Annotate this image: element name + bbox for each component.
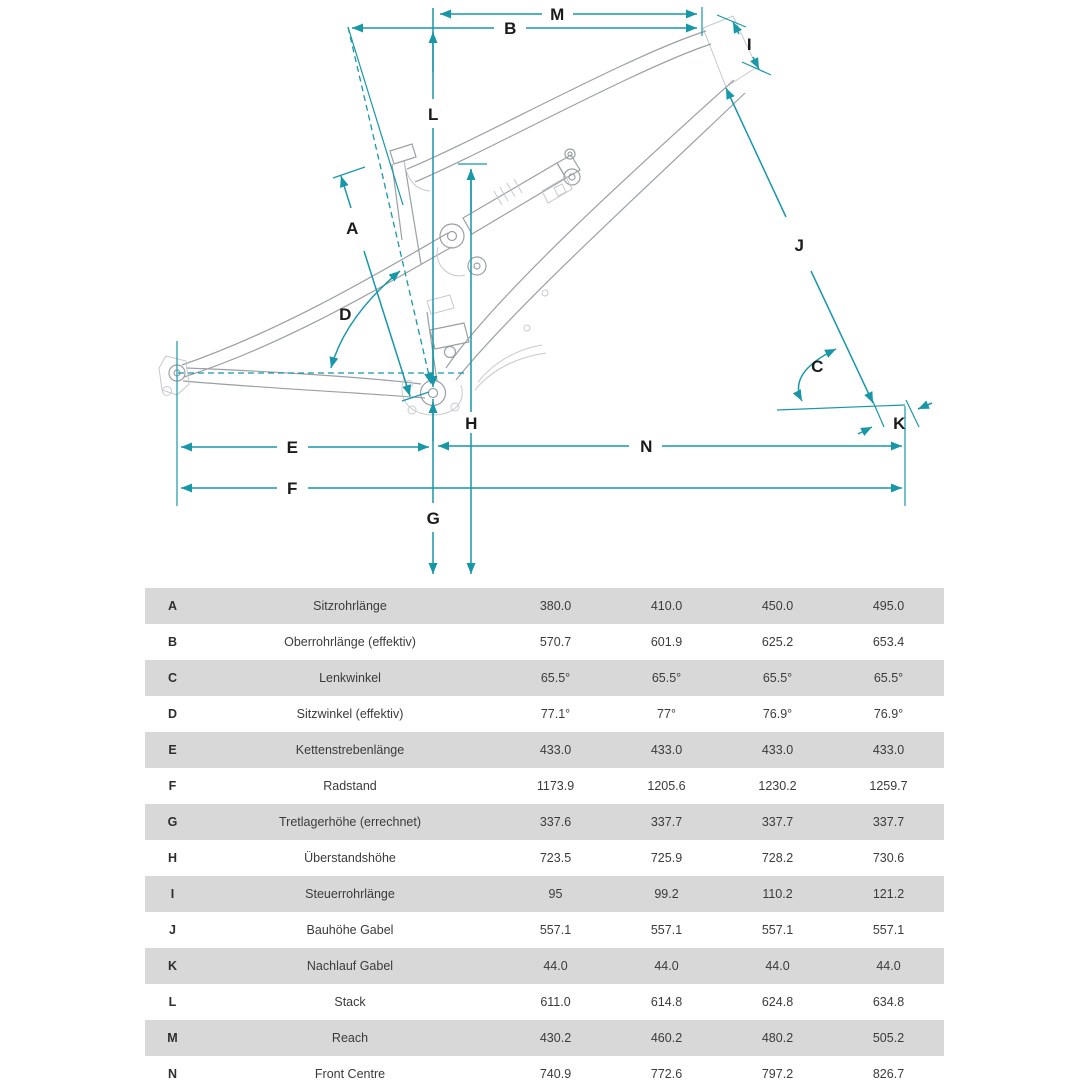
- row-value: 337.7: [761, 815, 794, 829]
- table-row: [145, 1056, 944, 1092]
- row-value: 1230.2: [758, 779, 797, 793]
- table-row: [145, 984, 944, 1020]
- row-value: 826.7: [872, 1067, 905, 1081]
- row-value: 1259.7: [869, 779, 908, 793]
- bottle-boss: [524, 325, 530, 331]
- table-row: [145, 624, 944, 660]
- row-value: 65.5°: [762, 671, 793, 685]
- row-key: E: [168, 743, 177, 757]
- table-row: [145, 768, 944, 804]
- row-value: 601.9: [650, 635, 683, 649]
- row-label: Nachlauf Gabel: [306, 959, 394, 973]
- table-row: [145, 876, 944, 912]
- geometry-table-body: [145, 588, 944, 1092]
- row-value: 65.5°: [873, 671, 904, 685]
- row-value: 723.5: [539, 851, 572, 865]
- row-label: Lenkwinkel: [319, 671, 381, 685]
- top-tube: [407, 31, 706, 169]
- link-plate: [437, 247, 465, 276]
- row-key: L: [168, 995, 177, 1009]
- row-value: 337.7: [872, 815, 905, 829]
- row-value: 337.7: [650, 815, 683, 829]
- row-key: N: [167, 1067, 178, 1081]
- row-value: 433.0: [872, 743, 905, 757]
- dim-G: [427, 399, 440, 574]
- lower-link-pivot: [445, 347, 456, 358]
- row-value: 450.0: [761, 599, 794, 613]
- row-value: 611.0: [540, 995, 571, 1009]
- bike-frame-drawing: [159, 16, 757, 415]
- table-row: [145, 804, 944, 840]
- dim-F: [181, 479, 902, 498]
- row-value: 410.0: [650, 599, 683, 613]
- dim-label-k: K: [893, 414, 905, 433]
- row-label: Überstandshöhe: [304, 851, 396, 865]
- dim-label-d: D: [339, 305, 351, 324]
- dim-D: [331, 271, 400, 368]
- row-value: 65.5°: [540, 671, 571, 685]
- bb-bolt: [408, 406, 416, 414]
- dim-label-b: B: [504, 19, 516, 38]
- row-label: Front Centre: [314, 1067, 386, 1081]
- row-value: 44.0: [765, 959, 790, 973]
- row-key: A: [167, 599, 178, 613]
- row-value: 725.9: [650, 851, 683, 865]
- row-key: B: [167, 635, 178, 649]
- dim-label-a: A: [346, 219, 358, 238]
- dim-label-m: M: [550, 5, 564, 24]
- row-value: 65.5°: [651, 671, 682, 685]
- triangle-corner-inner: [475, 353, 546, 390]
- dim-label-e: E: [286, 438, 298, 457]
- row-value: 557.1: [761, 923, 794, 937]
- dimension-lines: [177, 5, 932, 574]
- table-row: [145, 732, 944, 768]
- row-value: 44.0: [876, 959, 901, 973]
- row-value: 625.2: [761, 635, 794, 649]
- row-value: 624.8: [761, 995, 794, 1009]
- dim-K: [858, 397, 932, 434]
- table-row: [145, 588, 944, 624]
- dim-E: [181, 438, 429, 457]
- row-label: Radstand: [323, 779, 377, 793]
- row-value: 1173.9: [536, 779, 575, 793]
- top-tube-inner: [415, 44, 711, 182]
- chain-stay: [186, 368, 421, 384]
- row-value: 380.0: [539, 599, 572, 613]
- row-value: 95: [548, 887, 563, 901]
- row-value: 337.6: [539, 815, 572, 829]
- row-value: 557.1: [872, 923, 905, 937]
- row-value: 557.1: [539, 923, 572, 937]
- row-key: C: [167, 671, 178, 685]
- row-value: 430.2: [539, 1031, 572, 1045]
- row-key: H: [167, 851, 178, 865]
- seat-stay-inner: [184, 247, 452, 377]
- row-label: Oberrohrlänge (effektiv): [284, 635, 416, 649]
- table-row: [145, 660, 944, 696]
- row-label: Bauhöhe Gabel: [306, 923, 394, 937]
- dim-I: [717, 15, 771, 75]
- row-value: 110.2: [762, 887, 793, 901]
- ground-line: [777, 405, 905, 410]
- row-label: Stack: [334, 995, 366, 1009]
- row-key: F: [168, 779, 177, 793]
- row-key: D: [167, 707, 178, 721]
- row-label: Sitzwinkel (effektiv): [296, 707, 404, 721]
- dim-H: [458, 164, 487, 574]
- row-key: G: [167, 815, 178, 829]
- row-label: Steuerrohrlänge: [305, 887, 395, 901]
- row-value: 505.2: [872, 1031, 905, 1045]
- dim-N: [438, 437, 902, 456]
- row-label: Reach: [331, 1031, 369, 1045]
- table-row: [145, 912, 944, 948]
- row-value: 797.2: [761, 1067, 794, 1081]
- bottom-bracket-axle: [429, 389, 438, 398]
- row-value: 44.0: [654, 959, 679, 973]
- row-value: 495.0: [872, 599, 905, 613]
- row-key: J: [169, 923, 176, 937]
- dim-label-g: G: [426, 509, 440, 528]
- row-value: 557.1: [650, 923, 683, 937]
- row-label: Tretlagerhöhe (errechnet): [279, 815, 421, 829]
- shock-body: [463, 163, 566, 234]
- row-value: 634.8: [872, 995, 905, 1009]
- row-value: 614.8: [650, 995, 683, 1009]
- dim-J: [726, 88, 873, 403]
- dim-C: [798, 349, 836, 401]
- row-value: 728.2: [761, 851, 794, 865]
- link-pivot-axle: [474, 263, 480, 269]
- row-value: 76.9°: [762, 707, 793, 721]
- row-value: 433.0: [650, 743, 683, 757]
- dim-label-j: J: [794, 236, 804, 255]
- dim-label-c: C: [811, 357, 823, 376]
- row-value: 433.0: [761, 743, 794, 757]
- row-key: K: [167, 959, 178, 973]
- row-value: 570.7: [539, 635, 572, 649]
- dim-label-i: I: [746, 35, 752, 54]
- table-row: [145, 840, 944, 876]
- row-value: 77°: [657, 707, 676, 721]
- row-value: 433.0: [539, 743, 572, 757]
- row-value: 772.6: [650, 1067, 683, 1081]
- row-key: I: [170, 887, 175, 901]
- lower-link-upper: [427, 295, 454, 314]
- table-row: [145, 948, 944, 984]
- bottle-boss: [542, 290, 548, 296]
- dim-A: [333, 167, 429, 401]
- chain-stay-inner: [183, 381, 425, 398]
- row-value: 99.2: [654, 887, 679, 901]
- row-label: Sitzrohrlänge: [313, 599, 387, 613]
- row-value: 121.2: [872, 887, 905, 901]
- row-value: 730.6: [872, 851, 905, 865]
- dim-label-n: N: [640, 437, 652, 456]
- row-value: 480.2: [761, 1031, 794, 1045]
- bb-bolt: [451, 403, 459, 411]
- shock-valve: [565, 149, 575, 159]
- dim-label-l: L: [428, 105, 438, 124]
- rocker-pivot-axle: [448, 232, 457, 241]
- down-tube-inner: [456, 93, 745, 380]
- row-value: 77.1°: [540, 707, 571, 721]
- table-row: [145, 1020, 944, 1056]
- dim-label-f: F: [287, 479, 297, 498]
- row-value: 460.2: [650, 1031, 683, 1045]
- row-label: Kettenstrebenlänge: [295, 743, 405, 757]
- shock-tab: [554, 184, 566, 196]
- geometry-table: [145, 588, 944, 1092]
- row-value: 1205.6: [647, 779, 686, 793]
- dim-B: [352, 19, 697, 38]
- seat-tube-cap: [390, 144, 416, 164]
- row-value: 44.0: [543, 959, 568, 973]
- row-value: 76.9°: [873, 707, 904, 721]
- seat-stay: [182, 233, 448, 365]
- row-key: M: [167, 1031, 178, 1045]
- table-row: [145, 696, 944, 732]
- dim-M: [440, 5, 697, 24]
- dim-label-h: H: [465, 414, 477, 433]
- row-value: 740.9: [539, 1067, 572, 1081]
- row-value: 653.4: [872, 635, 905, 649]
